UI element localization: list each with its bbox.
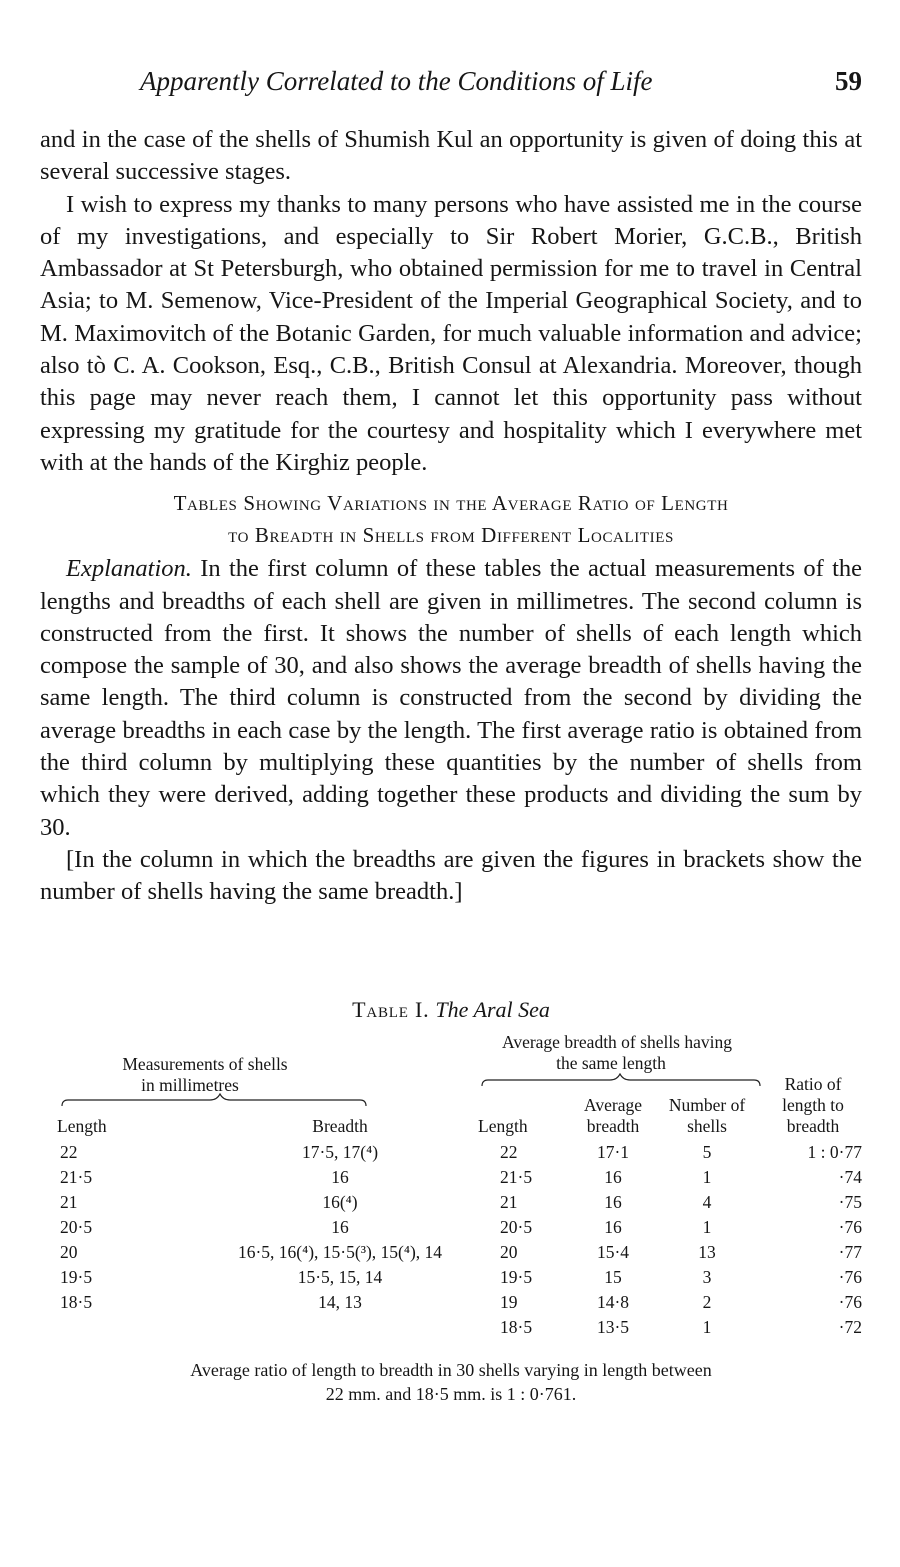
table-title xyxy=(40,997,862,1023)
col-ratio-header-line-3: breadth xyxy=(786,1116,840,1136)
left-row-length: 20·5 xyxy=(60,1217,93,1237)
table-summary-line-1: Average ratio of length to breadth in 30 shells varying in length between xyxy=(190,1360,712,1380)
explanation-lead: Explanation. xyxy=(66,555,192,583)
table-label: Table I. xyxy=(352,997,430,1022)
paragraph-continuation: and in the case of the shells of Shumish Kul an opportunity is given of doing this at several successive stages. xyxy=(40,126,862,186)
left-row-breadth: 16·5, 16(⁴), 15·5(³), 15(⁴), 14 xyxy=(237,1242,443,1262)
col-avg-header-line-2: breadth xyxy=(586,1116,640,1136)
col-ratio-header-line-2: length to xyxy=(782,1095,844,1115)
col-length-header: Length xyxy=(57,1116,107,1136)
left-row-length: 21·5 xyxy=(60,1167,93,1187)
left-row-breadth: 16 xyxy=(331,1167,349,1187)
right-row-ratio: ·75 xyxy=(838,1192,862,1212)
right-row-number: 5 xyxy=(702,1142,712,1162)
right-row-ratio: ·77 xyxy=(838,1242,862,1262)
right-row-length: 20·5 xyxy=(500,1217,533,1237)
right-row-length: 19 xyxy=(500,1292,518,1312)
left-row-length: 22 xyxy=(60,1142,78,1162)
right-row-number: 4 xyxy=(702,1192,712,1212)
col-length2-header: Length xyxy=(478,1116,528,1136)
section-heading-line-2: to Breadth in Shells from Different Localities xyxy=(228,523,674,548)
table-summary-line-2: 22 mm. and 18·5 mm. is 1 : 0·761. xyxy=(325,1384,577,1404)
right-row-length: 20 xyxy=(500,1242,518,1262)
section-heading-line-1: Tables Showing Variations in the Average Ratio of Length xyxy=(173,491,729,516)
right-row-number: 1 xyxy=(702,1167,712,1187)
right-row-ratio: ·72 xyxy=(838,1317,862,1337)
right-row-avg-breadth: 14·8 xyxy=(596,1292,630,1312)
section-heading xyxy=(40,487,862,551)
left-row-length: 18·5 xyxy=(60,1292,93,1312)
left-group-brace xyxy=(60,1093,370,1107)
right-row-avg-breadth: 15 xyxy=(604,1267,622,1287)
group-left-header-line-2: in millimetres xyxy=(141,1075,239,1095)
paragraph-acknowledgements: I wish to express my thanks to many persons who have assisted me in the course of my investigations, and especially to Sir Robert Morier, G.C.B., British Ambassador at St Petersburgh, who obtained permission for me to travel in Central Asia; to M. Semenow, Vice-President of the Imperial Geographical Society, and to M. Maximovitch of the Botanic Garden, for much valuable information and advice; also tò C. A. Cookson, Esq., C.B., British Consul at Alexandria. Moreover, though this page may never reach them, I cannot let this opportunity pass without expressing my gratitude for the courtesy and hospitality which I everywhere met with at the hands of the Kirghiz people. xyxy=(40,190,862,476)
left-row-length: 20 xyxy=(60,1242,78,1262)
paragraph-bracket-note: [In the column in which the breadths are given the figures in brackets show the number of shells having the same breadth.] xyxy=(40,845,862,906)
right-row-length: 21·5 xyxy=(500,1167,533,1187)
right-group-brace xyxy=(480,1073,765,1087)
explanation-text: In the first column of these tables the actual measurements of the lengths and breadths of each shell are given in millimetres. The second column is constructed from the first. It shows the number of shells of each length which compose the sample of 30, and also shows the average breadth of shells having the same length. The third column is constructed from the second by dividing the average breadths in each case by the length. The first average ratio is obtained from the third column by multiplying these quantities by the number of shells from which they were derived, adding together these products and dividing the sum by 30. xyxy=(40,555,862,841)
left-row-breadth: 16 xyxy=(331,1217,349,1237)
data-table xyxy=(40,1031,862,1351)
right-row-ratio: ·74 xyxy=(838,1167,862,1187)
right-row-length: 18·5 xyxy=(500,1317,533,1337)
table-summary xyxy=(40,1358,862,1406)
right-row-ratio: 1 : 0·77 xyxy=(807,1142,862,1162)
right-row-avg-breadth: 16 xyxy=(604,1217,622,1237)
right-row-avg-breadth: 17·1 xyxy=(596,1142,630,1162)
right-row-number: 1 xyxy=(702,1317,712,1337)
group-right-header-line-1: Average breadth of shells having xyxy=(501,1032,732,1052)
col-num-header-line-1: Number of xyxy=(668,1095,746,1115)
col-ratio-header-line-1: Ratio of xyxy=(784,1074,842,1094)
running-title: Apparently Correlated to the Conditions of Life xyxy=(140,66,653,96)
right-row-ratio: ·76 xyxy=(838,1217,862,1237)
right-row-number: 3 xyxy=(702,1267,712,1287)
left-row-breadth: 14, 13 xyxy=(318,1292,362,1312)
right-row-avg-breadth: 16 xyxy=(604,1167,622,1187)
right-row-number: 1 xyxy=(702,1217,712,1237)
left-row-length: 21 xyxy=(60,1192,78,1212)
paragraph-explanation xyxy=(40,553,862,844)
group-right-header-line-2: the same length xyxy=(556,1053,666,1073)
right-row-length: 21 xyxy=(500,1192,518,1212)
right-row-avg-breadth: 16 xyxy=(604,1192,622,1212)
right-row-ratio: ·76 xyxy=(838,1267,862,1287)
right-row-number: 2 xyxy=(702,1292,712,1312)
right-row-avg-breadth: 13·5 xyxy=(596,1317,630,1337)
col-num-header-line-2: shells xyxy=(687,1116,727,1136)
right-row-ratio: ·76 xyxy=(838,1292,862,1312)
group-left-header-line-1: Measurements of shells xyxy=(122,1054,288,1074)
right-row-length: 19·5 xyxy=(500,1267,533,1287)
left-row-breadth: 17·5, 17(⁴) xyxy=(301,1142,379,1162)
table-name: The Aral Sea xyxy=(435,997,550,1022)
right-row-number: 13 xyxy=(698,1242,716,1262)
right-row-avg-breadth: 15·4 xyxy=(596,1242,630,1262)
left-row-breadth: 15·5, 15, 14 xyxy=(297,1267,383,1287)
body-text xyxy=(40,124,862,909)
page-number: 59 xyxy=(835,66,862,96)
left-row-breadth: 16(⁴) xyxy=(322,1192,358,1212)
running-head xyxy=(40,66,862,106)
left-row-length: 19·5 xyxy=(60,1267,93,1287)
col-breadth-header: Breadth xyxy=(312,1116,368,1136)
right-row-length: 22 xyxy=(500,1142,518,1162)
col-avg-header-line-1: Average xyxy=(584,1095,642,1115)
